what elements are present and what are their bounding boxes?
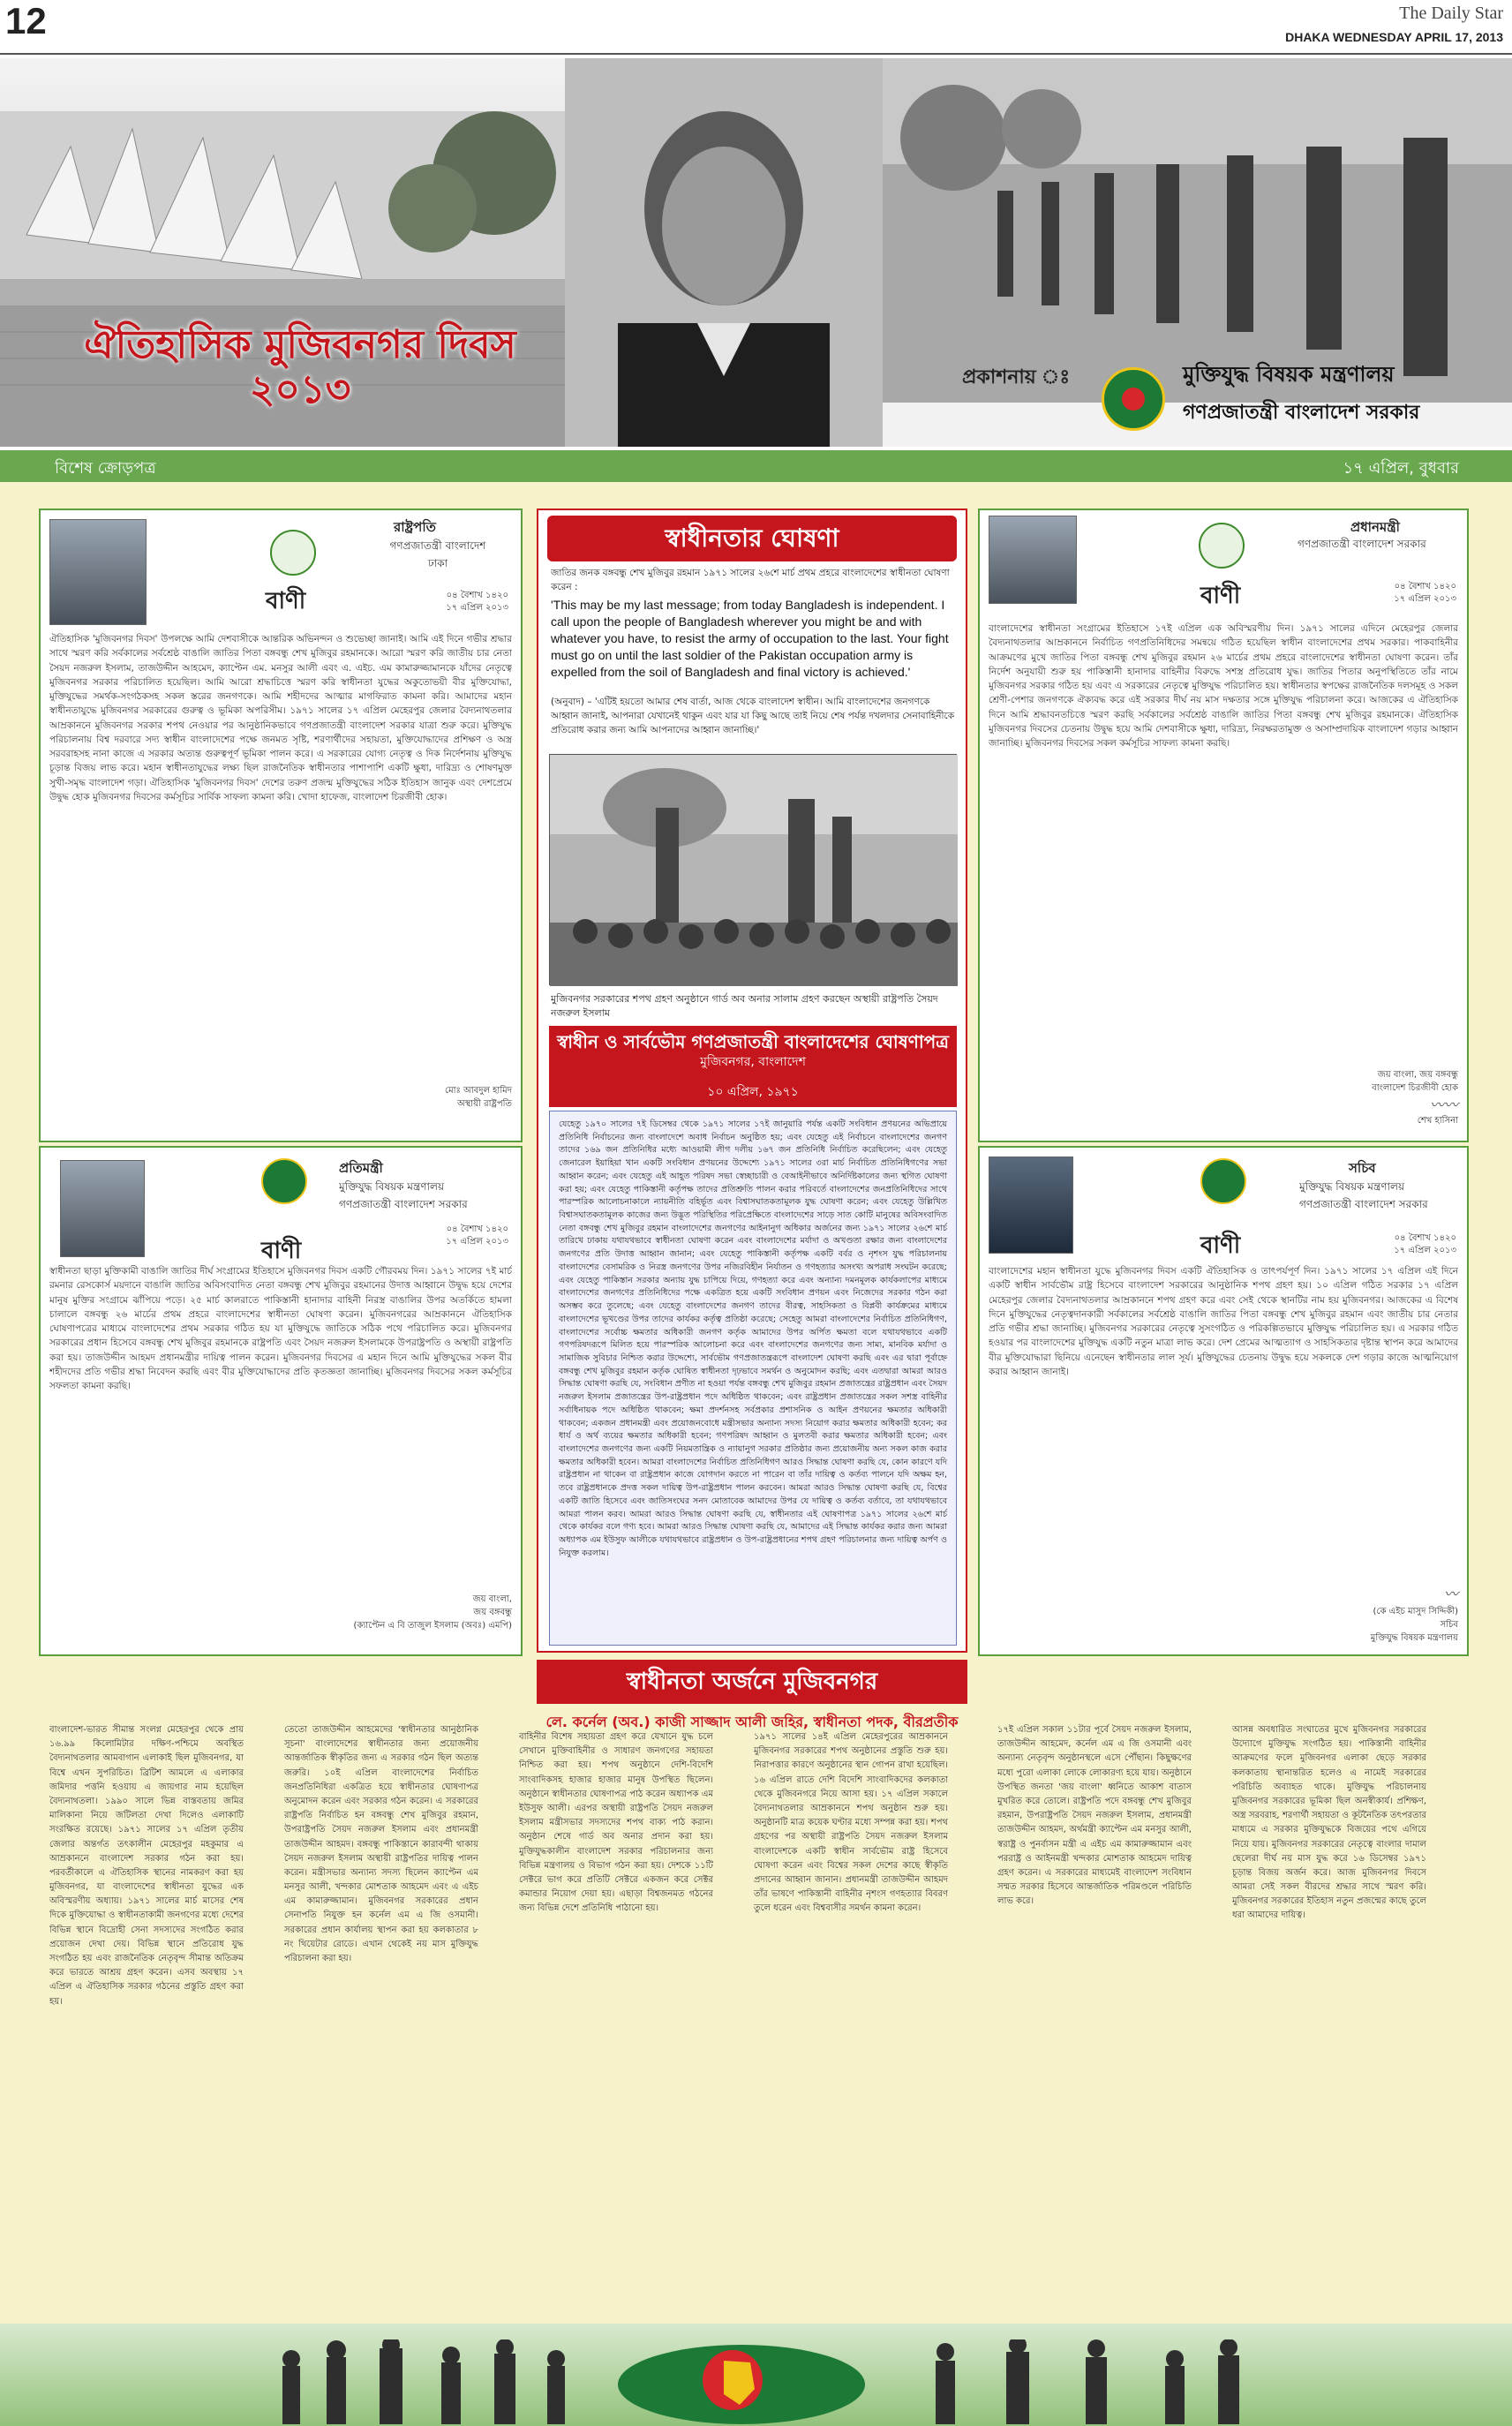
article-column-2: তেতো তাজউদ্দীন আহমেদের 'স্বাধীনতার আনুষ্ঠানিক সূচনা' বাংলাদেশের স্বাধীনতার জন্য প্রয়োজনীয় আন্তর্জাতিক স্বীকৃতির জন্য এ সরকার গঠন ছিল অত্যন্ত জরুরি। ১০ই এপ্রিল বাংলাদেশের নির্বাচিত জনপ্রতিনিধিরা একত্রিত হয়ে স্বাধীনতার ঘোষণাপত্র অনুমোদন করেন এবং সরকার গঠন করেন। এ সরকারের রাষ্ট্রপতি নির্বাচিত হন বঙ্গবন্ধু শেখ মুজিবুর রহমান, উপরাষ্ট্রপতি সৈয়দ নজরুল ইসলাম এবং প্রধানমন্ত্রী তাজউদ্দীন আহমদ। বঙ্গবন্ধু পাকিস্তানে কারাবন্দী থাকায় সৈয়দ নজরুল ইসলাম অস্থায়ী রাষ্ট্রপতির দায়িত্ব পালন করেন। মন্ত্রীসভার অন্যান্য সদস্য ছিলেন ক্যাপ্টেন এম মনসুর আলী, খন্দকার মোশতাক আহমেদ এবং এ এইচ এম কামারুজ্জামান। মুজিবনগর সরকারের প্রধান সেনাপতি নিযুক্ত হন কর্নেল এম এ জি ওসমানী। সরকারের প্রধান কার্যালয় স্থাপন করা হয় কলকাতার ৮ নং থিয়েটার রোডে। এখান থেকেই নয় মাস মুক্তিযুদ্ধ পরিচালনা করা হয়। (284, 1725, 478, 1963)
article-column-1: বাংলাদেশ-ভারত সীমান্ত সংলগ্ন মেহেরপুর থেকে প্রায় ১৬.৯৯ কিলোমিটার দক্ষিণ-পশ্চিমে অবস্থিত বৈদ্যনাথতলার আমবাগান এলাকাই ছিল মুজিবনগর, যা বিশ্বে এখন সুপরিচিত। ব্রিটিশ আমলে এ এলাকার জমিদার পত্তনি হওয়ায় এ জায়গার নাম হয়েছিল বৈদ্যনাথতলা। ১৯৯০ সালে ভিন্ন বাস্তবতায় জমির মালিকানা নিয়ে জটিলতা দেখা দিলেও এলাকাটি সংরক্ষিত রয়েছে। ১৯৭১ সালের ১৭ এপ্রিল তৃতীয় জেলার অন্তর্গত তৎকালীন মেহেরপুর মহকুমার এ আম্রকাননে বাংলাদেশ সরকার গঠন করা হয়। পরবর্তীকালে এ ঐতিহাসিক স্থানের নামকরণ করা হয় মুজিবনগর, যা বাংলাদেশের স্বাধীনতা যুদ্ধের এক অবিস্মরণীয় অধ্যায়। ১৯৭১ সালের মার্চ মাসের শেষ দিকে মুক্তিযোদ্ধা ও স্বাধীনতাকামী জনগণের মধ্যে দেশের বিভিন্ন স্থানে বিদ্রোহী সেনা সদস্যদের সংগঠিত করার প্রয়োজন দেখা দেয়। বিভিন্ন স্থানে প্রতিরোধ যুদ্ধ সংগঠিত হয় এবং রাজনৈতিক নেতৃবৃন্দ সীমান্ত অতিক্রম করে ভারতে আশ্রয় গ্রহণ করেন। এসব অবস্থায় ১৭ এপ্রিল এ ঐতিহাসিক সরকার গঠনের প্রস্তুতি গ্রহণ করা হয়। (49, 1725, 244, 2007)
government-seal-icon (1102, 367, 1165, 431)
secretary-bani: বাণী (1200, 1232, 1241, 1259)
publisher-ministry: মুক্তিযুদ্ধ বিষয়ক মন্ত্রণালয় (1183, 362, 1395, 387)
pm-portrait (989, 516, 1077, 604)
state-minister-date (376, 1224, 508, 1248)
pm-text: বাংলাদেশের স্বাধীনতা সংগ্রামের ইতিহাসে ১৭ই এপ্রিল এক অবিস্মরণীয় দিন। ১৯৭১ সালের এদিনে মেহেরপুর জেলার বৈদ্যনাথতলার আম্রকাননে নির্বাচিত গণপ্রতিনিধিদের সমন্বয়ে গঠিত হয়েছিল স্বাধীন বাংলাদেশের প্রথম সরকার। পাকবাহিনীর আক্রমণের মুখে জাতির পিতা বঙ্গবন্ধু শেখ মুজিবুর রহমান ২৬ মার্চের প্রথম প্রহরে বাংলাদেশের স্বাধীনতা ঘোষণা করেন। তাঁর নির্দেশ অনুযায়ী শুরু হয় পাকিস্তানী হানাদার বাহিনীর বিরুদ্ধে সশস্ত্র প্রতিরোধ যুদ্ধ। জাতির পিতার অনুপস্থিতিতে তাঁর নামে মুজিবনগর সরকার গঠিত হয় এবং এ সরকারের নেতৃত্বে মুক্তিযুদ্ধ পরিচালিত হয়। স্বাধীনতার স্বপক্ষের রাজনৈতিক দলসমূহ ও সকল শ্রেণী-পেশার জনগণকে ঐক্যবদ্ধ করে এই সরকার দীর্ঘ নয় মাস দক্ষতার সঙ্গে মুক্তিযুদ্ধ পরিচালনা করে। আজকের এ ঐতিহাসিক দিনে আমি শ্রদ্ধাবনতচিত্তে স্মরণ করছি সর্বকালের সর্বশ্রেষ্ঠ বাঙালি জাতির পিতা বঙ্গবন্ধু শেখ মুজিবুর রহমানকে। ঐতিহাসিক মুজিবনগর দিবসের চেতনায় উদ্বুদ্ধ হয়ে আমি দেশবাসীকে ক্ষুধা, দারিদ্র্য, নিরক্ষরতামুক্ত ও অসাম্প্রদায়িক বাংলাদেশ গড়ার আহ্বান জানাচ্ছি। মুজিবনগর দিবসের সকল কর্মসূচির সাফল্য কামনা করছি। (989, 623, 1458, 750)
president-date-line1: ০৪ বৈশাখ ১৪২০ (446, 591, 508, 600)
proclamation-text: যেহেতু ১৯৭০ সালের ৭ই ডিসেম্বর থেকে ১৯৭১ সালের ১৭ই জানুয়ারি পর্যন্ত একটি সংবিধান প্রণয়নের অভিপ্রায়ে প্রতিনিধি নির্বাচনের জন্য বাংলাদেশে অবাধ নির্বাচন অনুষ্ঠিত হয়; এবং যেহেতু এই নির্বাচনে বাংলাদেশের জনগণ তাদের ১৬৯ জন প্রতিনিধির মধ্যে আওয়ামী লীগ দলীয় ১৬৭ জন প্রতিনিধি নির্বাচিত করেছিলেন; এবং যেহেতু জেনারেল ইয়াহিয়া খান একটি সংবিধান প্রণয়নের উদ্দেশ্যে ১৯৭১ সালের ৩রা মার্চ নির্বাচিত প্রতিনিধিগণের সভা আহ্বান করেন; এবং যেহেতু এই আহূত পরিষদ সভা স্বেচ্ছাচারী ও বেআইনীভাবে অনির্দিষ্টকালের জন্য স্থগিত ঘোষণা করা হয়; এবং যেহেতু পাকিস্তানী কর্তৃপক্ষ তাদের প্রতিশ্রুতি পালন করার পরিবর্তে বাংলাদেশের জনপ্রতিনিধিদের সাথে পারস্পরিক আলোচনাকালে ন্যায়নীতি বহির্ভূত এবং বিশ্বাসঘাতকতামূলক যুদ্ধ ঘোষণা করেন; এবং যেহেতু উল্লিখিত বিশ্বাসঘাতকতামূলক কাজের জন্য উদ্ভূত পরিস্থিতির পরিপ্রেক্ষিতে বাংলাদেশের সাড়ে সাত কোটি মানুষের অবিসংবাদিত নেতা বঙ্গবন্ধু শেখ মুজিবুর রহমান বাংলাদেশের জনগণের আইনানুগ অধিকার অর্জনের জন্য ১৯৭১ সালের ২৬শে মার্চ তারিখে ঢাকায় যথাযথভাবে স্বাধীনতা ঘোষণা করেন এবং বাংলাদেশের মর্যাদা ও অখণ্ডতা রক্ষার জন্য বাংলাদেশের জনগণের প্রতি উদাত্ত আহ্বান জানান; এবং যেহেতু পাকিস্তানী কর্তৃপক্ষ একটি বর্বর ও নৃশংস যুদ্ধ পরিচালনায় বাংলাদেশের বেসামরিক ও নিরস্ত্র জনগণের উপর নজিরবিহীন নির্যাতন ও গণহত্যার অসংখ্য অপরাধ সংঘটন করেছে; এবং যেহেতু পাকিস্তান সরকার অন্যায় যুদ্ধ চাপিয়ে দিয়ে, গণহত্যা করে এবং অন্যান্য দমনমূলক কার্যকলাপের মাধ্যমে বাংলাদেশের জনগণের প্রতিনিধিদের পক্ষে একত্রিত হয়ে একটি সংবিধান প্রণয়ন এবং নিজেদের সরকার গঠন করা অসম্ভব করে তুলেছে; এবং যেহেতু বাংলাদেশের জনগণ তাদের বীরত্ব, সাহসিকতা ও বিপ্লবী কার্যক্রমের মাধ্যমে বাংলাদেশের ভূখণ্ডের উপর তাদের কার্যকর কর্তৃত্ব প্রতিষ্ঠা করেছে; সেহেতু আমরা বাংলাদেশের নির্বাচিত প্রতিনিধিগণ, বাংলাদেশের সর্বোচ্চ ক্ষমতার অধিকারী জনগণ কর্তৃক আমাদের উপর অর্পিত ক্ষমতা বলে যথাযথভাবে একটি গণপরিষদরূপে মিলিত হয়ে পারস্পরিক আলোচনা করে এবং বাংলাদেশের জনগণের জন্য সাম্য, মানবিক মর্যাদা ও সামাজিক সুবিচার নিশ্চিত করার উদ্দেশ্যে, সার্বভৌম গণপ্রজাতন্ত্ররূপে বাংলাদেশ ঘোষণা করছি এবং এর দ্বারা পূর্বাহ্নে বঙ্গবন্ধু শেখ মুজিবুর রহমান কর্তৃক ঘোষিত স্বাধীনতা দৃঢ়ভাবে সমর্থন ও অনুমোদন করছি; এবং এতদ্বারা আমরা আরও সিদ্ধান্ত ঘোষণা করছি যে, সংবিধান প্রণীত না হওয়া পর্যন্ত বঙ্গবন্ধু শেখ মুজিবুর রহমান প্রজাতন্ত্রের রাষ্ট্রপ্রধান এবং সৈয়দ নজরুল ইসলাম প্রজাতন্ত্রের উপ-রাষ্ট্রপ্রধান পদে অধিষ্ঠিত থাকবেন; এবং রাষ্ট্রপ্রধান প্রজাতন্ত্রের সকল সশস্ত্র বাহিনীর সর্বাধিনায়ক পদে অধিষ্ঠিত থাকবেন; ক্ষমা প্রদর্শনসহ সর্বপ্রকার প্রশাসনিক ও আইন প্রণয়নের ক্ষমতার অধিকারী থাকবেন; একজন প্রধানমন্ত্রী এবং প্রয়োজনবোধে মন্ত্রীসভার অন্যান্য সদস্য নিয়োগ করার ক্ষমতার অধিকারী হবেন; কর ধার্য ও অর্থ ব্যয়ের ক্ষমতার অধিকারী হবেন; গণপরিষদ আহ্বান ও মুলতবী করার ক্ষমতার অধিকারী হবেন; এবং বাংলাদেশের জনগণের জন্য একটি নিয়মতান্ত্রিক ও ন্যায়ানুগ সরকার প্রতিষ্ঠার জন্য প্রয়োজনীয় অন্য সকল কাজ করার ক্ষমতার অধিকারী হবেন। আমরা বাংলাদেশের নির্বাচিত প্রতিনিধিগণ আরও সিদ্ধান্ত ঘোষণা করছি যে, কোন কারণে যদি রাষ্ট্রপ্রধান না থাকেন বা রাষ্ট্রপ্রধান কাজে যোগদান করতে না পারেন বা তাঁর দায়িত্ব ও কর্তব্য পালনে যদি অক্ষম হন, তবে রাষ্ট্রপ্রধানকে প্রদত্ত সকল দায়িত্ব উপ-রাষ্ট্রপ্রধান পালন করবেন। আমরা আরও সিদ্ধান্ত ঘোষণা করছি যে, বিশ্বের একটি জাতি হিসেবে এবং জাতিসংঘের সনদ মোতাবেক আমাদের উপর যে দায়িত্ব ও কর্তব্য বর্তাবে, তা যথাযথভাবে আমরা পালন করব। আমরা আরও সিদ্ধান্ত ঘোষণা করছি যে, স্বাধীনতার এই ঘোষণাপত্র ১৯৭১ সালের ২৬শে মার্চ থেকে কার্যকর বলে গণ্য হবে। আমরা আরও সিদ্ধান্ত ঘোষণা করছি যে, আমাদের এই সিদ্ধান্ত কার্যকর করার জন্য আমরা অধ্যাপক এম ইউসুফ আলীকে যথাযথভাবে রাষ্ট্রপ্রধান ও উপ-রাষ্ট্রপ্রধানের শপথ গ্রহণ পরিচালনার জন্য দায়িত্ব অর্পণ ও নিযুক্ত করলাম। (549, 1111, 957, 1646)
secretary-org-line2: গণপ্রজাতন্ত্রী বাংলাদেশ সরকার (1299, 1198, 1428, 1210)
emblem-icon (1199, 523, 1245, 569)
president-role: রাষ্ট্রপতি (394, 519, 436, 535)
secretary-portrait (989, 1156, 1073, 1254)
state-minister-sig-line1: জয় বাংলা, (472, 1594, 512, 1604)
freedom-fighters-silhouette-left (265, 2339, 583, 2424)
pm-date-line1: ০৪ বৈশাখ ১৪২০ (1394, 582, 1456, 591)
declaration-column (537, 509, 967, 1653)
emblem-icon (270, 530, 316, 576)
oath-ceremony-image (550, 755, 958, 986)
state-minister-org-line1: মুক্তিযুদ্ধ বিষয়ক মন্ত্রণালয় (339, 1180, 445, 1193)
secretary-date (1324, 1232, 1456, 1257)
pm-message (978, 509, 1469, 1142)
state-minister-bani: বাণী (261, 1238, 302, 1264)
declaration-quote-translation: (অনুবাদ) – 'এটিই হয়তো আমার শেষ বার্তা, আজ থেকে বাংলাদেশ স্বাধীন। আমি বাংলাদেশের জনগণকে আহ্বান জানাই, আপনারা যেখানেই থাকুন এবং যার যা কিছু আছে তাই নিয়ে শেষ পর্যন্ত দখলদার সেনাবাহিনীকে প্রতিরোধ করার জন্য আমি আপনাদের আহ্বান জানাচ্ছি।' (551, 697, 955, 735)
secretary-date-line1: ০৪ বৈশাখ ১৪২০ (1394, 1233, 1456, 1243)
banner-title (35, 323, 565, 412)
pm-sig-line2: বাংলাদেশ চিরজীবী হোক (1372, 1083, 1458, 1093)
portrait-photo (565, 58, 883, 447)
president-org-line2: ঢাকা (427, 557, 448, 569)
secretary-sig-name: (কে এইচ মাসুদ সিদ্দিকী) (1373, 1607, 1458, 1616)
secretary-role: সচিব (1349, 1160, 1376, 1176)
publisher-label: প্রকাশনায় ঃ (962, 366, 1071, 388)
pm-signature (1262, 1068, 1458, 1127)
president-sig-name: মোঃ আবদুল হামিদ (445, 1086, 512, 1096)
freedom-fighters-silhouette-right (909, 2339, 1262, 2424)
state-minister-org-line2: গণপ্রজাতন্ত্রী বাংলাদেশ সরকার (339, 1198, 468, 1210)
president-date (376, 590, 508, 614)
state-minister-portrait (60, 1160, 145, 1257)
declaration-heading: স্বাধীনতার ঘোষণা (547, 516, 957, 561)
proclamation-date: ১০ এপ্রিল, ১৯৭১ (549, 1081, 957, 1107)
article-title: স্বাধীনতা অর্জনে মুজিবনগর (537, 1660, 967, 1704)
secretary-signature-scribble: 〰 (1443, 1586, 1458, 1602)
supplement-label: বিশেষ ক্রোড়পত্র (55, 459, 156, 478)
masthead (0, 0, 1512, 55)
secretary-date-line2: ১৭ এপ্রিল ২০১৩ (1394, 1246, 1456, 1255)
pm-date (1324, 581, 1456, 606)
supplement-strip (0, 450, 1512, 482)
president-org-line1: গণপ্রজাতন্ত্রী বাংলাদেশ (389, 539, 486, 552)
president-org (367, 539, 508, 574)
oath-ceremony-photo (549, 754, 957, 985)
secretary-org (1299, 1179, 1428, 1215)
portrait-image (565, 58, 883, 447)
emblem-icon (1200, 1158, 1246, 1204)
banner-title-line1: ঐতিহাসিক মুজিবনগর দিবস (84, 322, 516, 367)
pm-date-line2: ১৭ এপ্রিল ২০১৩ (1394, 594, 1456, 604)
dateline: DHAKA WEDNESDAY APRIL 17, 2013 (1285, 30, 1503, 44)
state-minister-signature (305, 1593, 512, 1632)
pm-sig-line1: জয় বাংলা, জয় বঙ্গবন্ধু (1377, 1070, 1458, 1080)
president-sig-title: অস্থায়ী রাষ্ট্রপতি (456, 1099, 512, 1109)
declaration-intro: জাতির জনক বঙ্গবন্ধু শেখ মুজিবুর রহমান ১৯৭১ সালের ২৬শে মার্চ প্রথম প্রহরে বাংলাদেশের স্বাধীনতা ঘোষণা করেন : (551, 568, 950, 592)
president-date-line2: ১৭ এপ্রিল ২০১৩ (446, 603, 508, 613)
president-portrait (49, 519, 147, 625)
supplement-date: ১৭ এপ্রিল, বুধবার (1343, 459, 1459, 478)
flag-map-emblem (600, 2336, 883, 2424)
secretary-text: বাংলাদেশের মহান স্বাধীনতা যুদ্ধে মুজিবনগর দিবস একটি ঐতিহাসিক ও তাৎপর্যপূর্ণ দিন। ১৯৭১ সালের ১৭ এপ্রিল এই দিনে একটি স্বাধীন সার্বভৌম রাষ্ট্র হিসেবে বাংলাদেশ সরকারের আনুষ্ঠানিক শপথ গ্রহণ হয়। ১০ এপ্রিল গঠিত সরকার ১৭ এপ্রিল মেহেরপুর জেলার বৈদ্যনাথতলার আম্রকাননে শপথ গ্রহণ করে এবং সেই থেকে স্থানটির নাম হয় মুজিবনগর। আজকের এ বিশেষ দিনে মুক্তিযুদ্ধের নেতৃত্বদানকারী সর্বকালের সর্বশ্রেষ্ঠ বাঙালি জাতির পিতা বঙ্গবন্ধু শেখ মুজিবুর রহমান এবং জাতীয় চার নেতার প্রতি গভীর শ্রদ্ধা জানাচ্ছি। মুজিবনগর সরকারের নেতৃত্বে সুসংগঠিত ও পরিকল্পিতভাবে মুক্তিযুদ্ধ পরিচালিত হয়। এ সরকার গঠিত হওয়ার পর বাংলাদেশের মুক্তিযুদ্ধ একটি নতুন মাত্রা লাভ করে। দেশ প্রেমের আত্মত্যাগ ও সাহসিকতার দৃষ্টান্ত স্থাপন করে আমাদের বীর মুক্তিযোদ্ধারা ছিনিয়ে এনেছেন স্বাধীনতার লাল সূর্য। মুক্তিযুদ্ধের চেতনায় উদ্বুদ্ধ হয়ে সকলকে দেশ গড়ার কাজে আত্মনিয়োগ করার আহ্বান জানাই। (989, 1266, 1458, 1377)
oath-photo-caption: মুজিবনগর সরকারের শপথ গ্রহণ অনুষ্ঠানে গার্ড অব অনার সালাম গ্রহণ করছেন অস্থায়ী রাষ্ট্রপতি সৈয়দ নজরুল ইসলাম (551, 993, 938, 1019)
state-minister-role: প্রতিমন্ত্রী (339, 1160, 383, 1176)
publisher-government: গণপ্রজাতন্ত্রী বাংলাদেশ সরকার (1183, 402, 1420, 424)
state-minister-org (339, 1179, 468, 1215)
pm-signature-scribble: 〰〰 (1429, 1096, 1458, 1113)
proclamation-heading (549, 1026, 957, 1081)
pm-bani: বাণী (1200, 583, 1241, 609)
pm-role: প্রধানমন্ত্রী (1350, 519, 1400, 535)
secretary-sig-org: মুক্তিযুদ্ধ বিষয়ক মন্ত্রণালয় (1370, 1633, 1458, 1643)
banner-title-line2: ২০১৩ (249, 366, 351, 412)
article-column-6: আসন্ন অবধারিত সংঘাতের মুখে মুজিবনগর সরকারের উদ্যোগে মুক্তিযুদ্ধ সংগঠিত হয়। পাকিস্তানী বাহিনীর আক্রমণের ফলে মুজিবনগর এলাকা ছেড়ে সরকার কলকাতায় স্থানান্তরিত হলেও এ নামেই সরকারের পরিচিতি অব্যাহত থাকে। মুক্তিযুদ্ধ পরিচালনায় মুজিবনগর সরকারের ভূমিকা ছিল অনস্বীকার্য। প্রশিক্ষণ, অস্ত্র সরবরাহ, শরণার্থী সহায়তা ও কূটনৈতিক তৎপরতার মাধ্যমে এ সরকার মুক্তিযুদ্ধকে বিজয়ের পথে এগিয়ে নিয়ে যায়। মুজিবনগর সরকারের নেতৃত্বে বাংলার দামাল ছেলেরা দীর্ঘ নয় মাস যুদ্ধ করে ১৬ ডিসেম্বর ১৯৭১ চূড়ান্ত বিজয় অর্জন করে। আজ মুজিবনগর দিবসে আমরা সেই সকল বীরদের শ্রদ্ধার সাথে স্মরণ করি। মুজিবনগর সরকারের ইতিহাস নতুন প্রজন্মের কাছে তুলে ধরা আমাদের দায়িত্ব। (1232, 1725, 1426, 1921)
proclamation-title: স্বাধীন ও সার্বভৌম গণপ্রজাতন্ত্রী বাংলাদেশের ঘোষণাপত্র (557, 1031, 949, 1052)
declaration-quote-english: 'This may be my last message; from today Bangladesh is independent. I call upon the people of Bangladesh wherever you might be and with whatever you have, to resist the army of occupation to the last. Your fight must go on until the last soldier of the Pakistan occupation army is expelled from the soil of Bangladesh and final victory is achieved.' (551, 598, 949, 679)
president-bani: বাণী (266, 588, 306, 614)
paper-name: The Daily Star (1399, 4, 1503, 23)
article-column-5: ১৭ই এপ্রিল সকাল ১১টার পূর্বে সৈয়দ নজরুল ইসলাম, তাজউদ্দীন আহমেদ, কর্নেল এম এ জি ওসমানী এবং অন্যান্য নেতৃবৃন্দ অনুষ্ঠানস্থলে এসে পৌঁছান। কিছুক্ষণের মধ্যে পুরো এলাকা লোকে লোকারণ্য হয়ে যায়। অনুষ্ঠানে উপস্থিত জনতা 'জয় বাংলা' ধ্বনিতে আকাশ বাতাস মুখরিত করে তোলে। রাষ্ট্রপতি পদে বঙ্গবন্ধু শেখ মুজিবুর রহমান, উপরাষ্ট্রপতি সৈয়দ নজরুল ইসলাম, প্রধানমন্ত্রী তাজউদ্দীন আহমদ, অর্থমন্ত্রী ক্যাপ্টেন এম মনসুর আলী, স্বরাষ্ট্র ও পুনর্বাসন মন্ত্রী এ এইচ এম কামারুজ্জামান এবং পররাষ্ট্র ও আইনমন্ত্রী খন্দকার মোশতাক আহমেদ দায়িত্ব গ্রহণ করেন। এ সরকারের মাধ্যমেই বাংলাদেশ সংবিধান সম্মত সরকার হিসেবে আন্তর্জাতিক পরিমণ্ডলে পরিচিতি লাভ করে। (997, 1725, 1192, 1907)
state-minister-date-line1: ০৪ বৈশাখ ১৪২০ (446, 1224, 508, 1234)
pm-org: গণপ্রজাতন্ত্রী বাংলাদেশ সরকার (1298, 538, 1426, 550)
president-message (39, 509, 523, 1142)
secretary-signature (1245, 1584, 1458, 1645)
article-column-4: ১৯৭১ সালের ১৪ই এপ্রিল মেহেরপুরের আম্রকাননে মুজিবনগর সরকারের শপথ অনুষ্ঠানের প্রস্তুতি শুরু হয়। নিরাপত্তার কারণে অনুষ্ঠানের স্থান গোপন রাখা হয়েছিল। ১৬ এপ্রিল রাতে দেশি বিদেশি সাংবাদিকদের কলকাতা থেকে মুজিবনগরে নিয়ে আসা হয়। ১৭ এপ্রিল সকালে বৈদ্যনাথতলার আম্রকাননে শপথ অনুষ্ঠান শুরু হয়। অনুষ্ঠানটি মাত্র কয়েক ঘণ্টার মধ্যে সম্পন্ন করা হয়। শপথ গ্রহণের পর অস্থায়ী রাষ্ট্রপতি সৈয়দ নজরুল ইসলাম বাংলাদেশকে একটি স্বাধীন সার্বভৌম রাষ্ট্র হিসেবে ঘোষণা করেন এবং বিশ্বের সকল দেশের কাছে স্বীকৃতি প্রদানের আহ্বান জানান। প্রধানমন্ত্রী তাজউদ্দীন আহমদ তাঁর ভাষণে পাকিস্তানী বাহিনীর নৃশংস গণহত্যার বিবরণ তুলে ধরেন এবং বিশ্ববাসীর সমর্থন কামনা করেন। (754, 1732, 948, 1914)
page-number: 12 (5, 0, 47, 41)
emblem-icon (261, 1158, 307, 1204)
proclamation-place: মুজিবনগর, বাংলাদেশ (700, 1055, 806, 1069)
secretary-message (978, 1146, 1469, 1656)
secretary-org-line1: মুক্তিযুদ্ধ বিষয়ক মন্ত্রণালয় (1299, 1180, 1405, 1193)
state-minister-message (39, 1146, 523, 1656)
article-column-3: বাহিনীর বিশেষ সহায়তা গ্রহণ করে যেখানে যুদ্ধ চলে সেখানে মুক্তিবাহিনীর ও সাধারণ জনগণের সহায়তা নিশ্চিত করা হয়। শপথ অনুষ্ঠানে দেশি-বিদেশি সাংবাদিকসহ হাজার হাজার মানুষ উপস্থিত ছিলেন। অনুষ্ঠানে স্বাধীনতার ঘোষণাপত্র পাঠ করেন অধ্যাপক এম ইউসুফ আলী। এরপর অস্থায়ী রাষ্ট্রপতি সৈয়দ নজরুল ইসলাম মন্ত্রীসভার সদস্যদের শপথ বাক্য পাঠ করান। অনুষ্ঠান শেষে গার্ড অব অনার প্রদান করা হয়। মুক্তিযুদ্ধকালীন বাংলাদেশ সরকার পরিচালনার জন্য বিভিন্ন মন্ত্রণালয় ও বিভাগ গঠন করা হয়। দেশকে ১১টি সেক্টরে ভাগ করে প্রতিটি সেক্টরে একজন করে সেক্টর কমান্ডার নিয়োগ দেয়া হয়। এছাড়া বিশ্বজনমত গঠনের জন্য বিভিন্ন দেশে প্রতিনিধি পাঠানো হয়। (519, 1732, 713, 1914)
state-minister-sig-line2: জয় বঙ্গবন্ধু (473, 1608, 512, 1617)
secretary-sig-title: সচিব (1440, 1620, 1458, 1630)
president-signature (305, 1084, 512, 1111)
pm-sig-name: শেখ হাসিনা (1417, 1116, 1458, 1126)
state-minister-date-line2: ১৭ এপ্রিল ২০১৩ (446, 1237, 508, 1247)
state-minister-text: স্বাধীনতা ছাড়া মুক্তিকামী বাঙালি জাতির দীর্ঘ সংগ্রামের ইতিহাসে মুজিবনগর দিবস একটি গৌরবময় দিন। ১৯৭১ সালের ৭ই মার্চ রমনার রেসকোর্স ময়দানে বাঙালি জাতির অবিসংবাদিত নেতা বঙ্গবন্ধু শেখ মুজিবুর রহমানের উদাত্ত আহ্বানে উদ্বুদ্ধ হয়ে দেশের মানুষ মুক্তির সংগ্রামে ঝাঁপিয়ে পড়ে। ২৫ মার্চ কালরাতে পাকিস্তানী হানাদার বাহিনী নিরস্ত্র বাঙালির উপর অতর্কিতে হামলা চালালে বঙ্গবন্ধু ২৬ মার্চের প্রথম প্রহরে বাংলাদেশের স্বাধীনতা ঘোষণা করেন। মুজিবনগরের আম্রকাননে ঐতিহাসিক ঘোষণাপত্রের মাধ্যমে বাংলাদেশের প্রথম সরকার গঠিত হয় যা মুক্তিযুদ্ধে জাতিকে সঠিক পথে পরিচালিত করে। মুজিবনগর সরকারের প্রধান হিসেবে বঙ্গবন্ধু শেখ মুজিবুর রহমানকে রাষ্ট্রপতি এবং সৈয়দ নজরুল ইসলামকে উপরাষ্ট্রপতি ও অস্থায়ী রাষ্ট্রপতি করা হয়। তাজউদ্দীন আহমদ প্রধানমন্ত্রীর দায়িত্ব পালন করেন। মুজিবনগর দিবসের এ মহান দিনে আমি মুক্তিযুদ্ধের সকল বীর শহীদদের প্রতি গভীর শ্রদ্ধা নিবেদন করছি এবং বীর মুক্তিযোদ্ধাদের প্রতি কৃতজ্ঞতা জানাচ্ছি। মুজিবনগর দিবসের সকল কর্মসূচির সফলতা কামনা করছি। (49, 1266, 512, 1392)
president-text: ঐতিহাসিক 'মুজিবনগর দিবস' উপলক্ষে আমি দেশবাসীকে আন্তরিক অভিনন্দন ও শুভেচ্ছা জানাই। আমি এই দিনে গভীর শ্রদ্ধার সাথে স্মরণ করি সর্বকালের সর্বশ্রেষ্ঠ বাঙালি জাতির পিতা বঙ্গবন্ধু শেখ মুজিবুর রহমানকে। আরো স্মরণ করি জাতীয় চার নেতা সৈয়দ নজরুল ইসলাম, তাজউদ্দীন আহমেদ, ক্যাপ্টেন এম. মনসুর আলী এবং এ. এইচ. এম কামারুজ্জামানকে যাঁদের নেতৃত্বে মুজিবনগর সরকার পরিচালিত হয়েছিল। আমি আরো শ্রদ্ধাচিত্তে স্মরণ করি স্বাধীনতা যুদ্ধের অকুতোভয়ী বীর মুক্তিযোদ্ধা, মুক্তিযুদ্ধের সমর্থক-সংগঠকসহ সকল স্তরের জনগণকে। আমি শহীদদের আত্মার মাগফিরাত কামনা করি। আমাদের মহান স্বাধীনতাযুদ্ধে মুজিবনগর সরকারের গুরুত্ব ও ভূমিকা অপরিসীম। ১৯৭১ সালের ১৭ এপ্রিল মেহেরপুর জেলার বৈদ্যনাথতলার আম্রকাননে মুজিবনগর সরকার শপথ নেওয়ার পর আনুষ্ঠানিকভাবে গণপ্রজাতন্ত্রী বাংলাদেশ সরকার যাত্রা শুরু করে। মুক্তিযুদ্ধ পরিচালনায় বিশ্ব দরবারে সদ্য স্বাধীন বাংলাদেশের পক্ষে জনমত সৃষ্টি, শরণার্থীদের সহায়তা, মুক্তিযোদ্ধাদের প্রশিক্ষণ ও অস্ত্র সরবরাহসহ নানা কাজে এ সরকার অত্যন্ত গুরুত্বপূর্ণ ভূমিকা পালন করে। এ সরকারের যোগ্য নেতৃত্ব ও দিক নির্দেশনায় মুক্তিযুদ্ধ চূড়ান্ত বিজয় লাভ করে। মহান স্বাধীনতাযুদ্ধের লক্ষ্য ছিল রাজনৈতিক স্বাধীনতার পাশাপাশি একটি ক্ষুধা, দারিদ্র্য ও শোষণমুক্ত সুখী-সমৃদ্ধ বাংলাদেশ গড়া। ঐতিহাসিক 'মুজিবনগর দিবস' দেশের তরুণ প্রজন্ম মুক্তিযুদ্ধের সঠিক ইতিহাস জানুক এবং দেশপ্রেমে উদ্বুদ্ধ হোক মুজিবনগর দিবসের কর্মসূচির সার্বিক সাফল্য কামনা করি। খোদা হাফেজ, বাংলাদেশ চিরজীবী হোক। (49, 634, 512, 802)
article-byline: লে. কর্নেল (অব.) কাজী সাজ্জাদ আলী জহির, স্বাধীনতা পদক, বীরপ্রতীক (545, 1714, 959, 1730)
state-minister-sig-name: (ক্যাপ্টেন এ বি তাজুল ইসলাম (অবঃ) এমপি) (353, 1621, 512, 1631)
